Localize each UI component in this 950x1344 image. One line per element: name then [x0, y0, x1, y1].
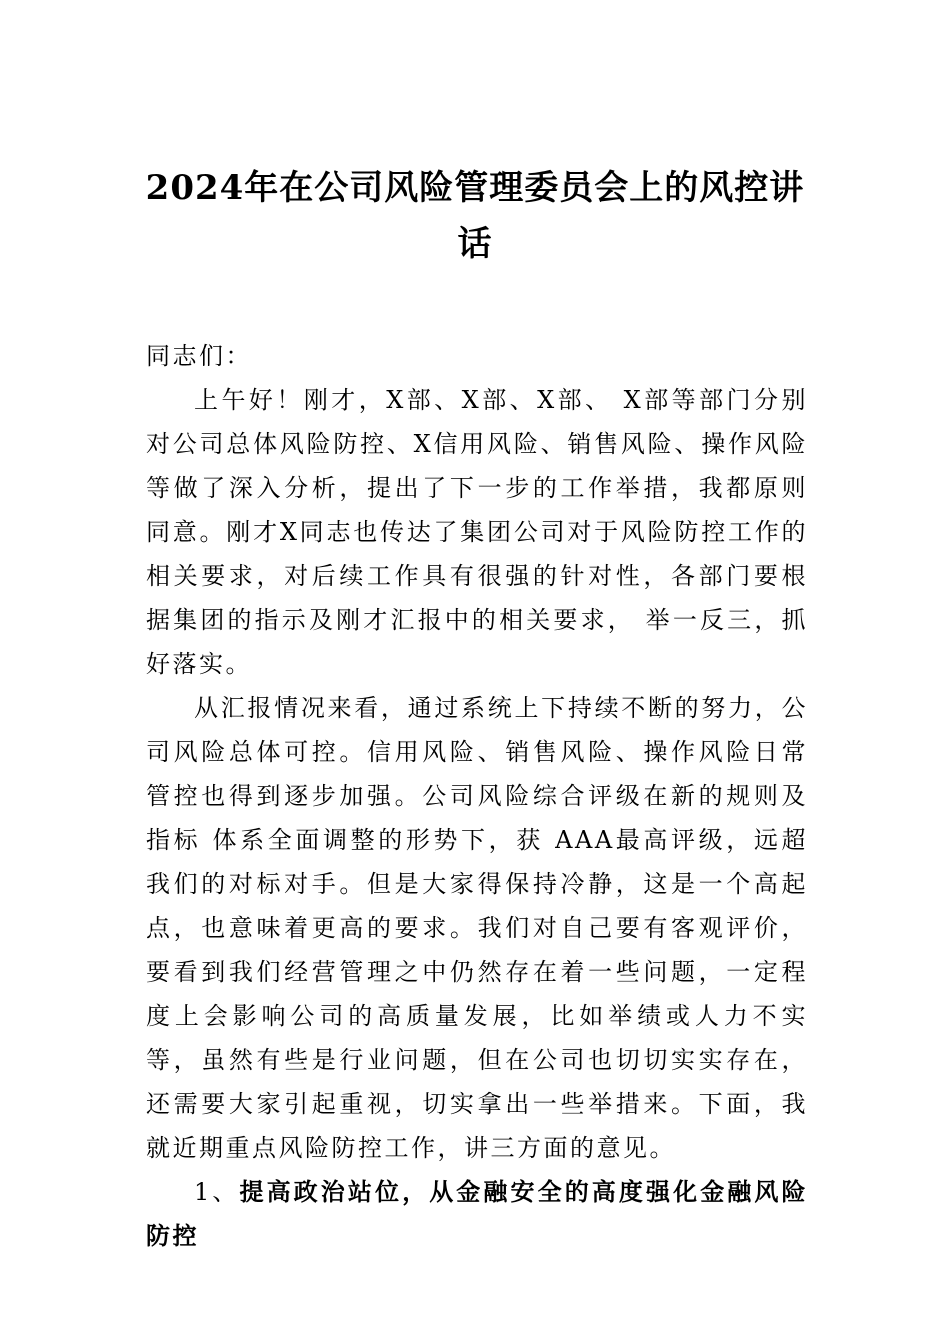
- section-heading-1: [146, 1170, 808, 1258]
- document-title: 2024年在公司风险管理委员会上的风控讲话: [145, 168, 805, 264]
- document-body: [146, 334, 808, 1258]
- paragraph-1: 上午好！刚才，X部、X部、X部、 X部等部门分别对公司总体风险防控、X信用风险、销售风险、操作风险等做了深入分析，提出了下一步的工作举措，我都原则同意。刚才X同志也传达了集团公司对于风险防控工作的相关要求，对后续工作具有很强的针对性，各部门要根据集团的指示及刚才汇报中的相关要求， 举一反三，抓好落实。: [146, 386, 808, 678]
- salutation: 同志们：: [146, 342, 252, 370]
- section-heading-text: 提高政治站位，从金融安全的高度强化金融风险防控: [146, 1177, 808, 1250]
- section-number: 1、: [194, 1178, 240, 1206]
- paragraph-2: 从汇报情况来看，通过系统上下持续不断的努力，公司风险总体可控。信用风险、销售风险、操作风险日常管控也得到逐步加强。公司风险综合评级在新的规则及指标 体系全面调整的形势下，获 AAA最高评级，远超我们的对标对手。但是大家得保持冷静，这是一个高起点，也意味着更高的要求。我们对自己要有客观评价，要看到我们经营管理之中仍然存在着一些问题，一定程度上会影响公司的高质量发展，比如举绩或人力不实等，虽然有些是行业问题，但在公司也切切实实存在，还需要大家引起重视，切实拿出一些举措来。下面，我就近期重点风险防控工作，讲三方面的意见。: [146, 694, 808, 1162]
